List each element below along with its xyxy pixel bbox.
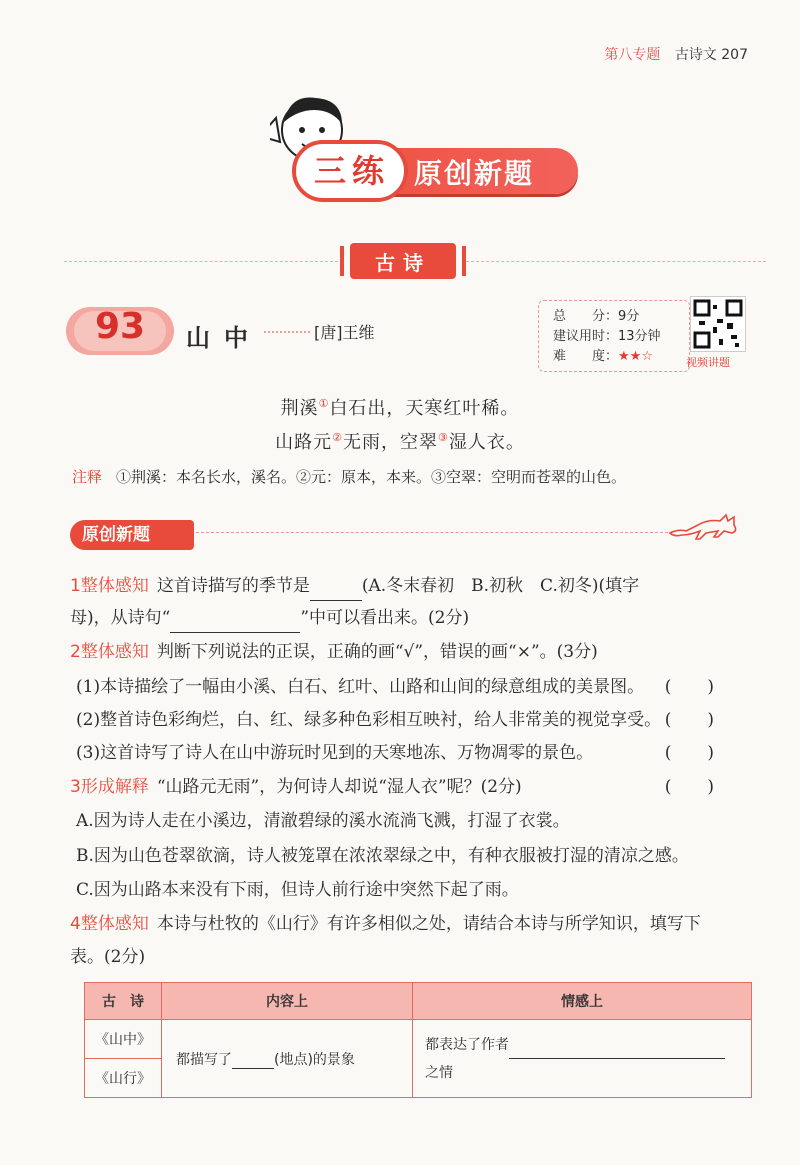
qr-code-icon[interactable] (690, 296, 746, 352)
judge-text: (3)这首诗写了诗人在山中游玩时见到的天寒地冻、万物凋零的景色。 (76, 743, 594, 763)
poem-line-1 (0, 394, 800, 420)
total-score: 总 分：9分 (553, 309, 640, 324)
category-tab (340, 243, 466, 279)
question-text: ”中可以看出来。(2分) (300, 608, 470, 628)
table-header: 古 诗 (85, 983, 162, 1020)
poem-line-2 (0, 428, 800, 454)
question-number: 2 (70, 642, 81, 662)
answer-blank[interactable] (509, 1038, 725, 1059)
judge-text: (1)本诗描绘了一幅由小溪、白石、红叶、山路和山间的绿意组成的美景图。 (76, 677, 645, 697)
annotations-label: 注释 (72, 468, 103, 486)
suggested-time: 建议用时：13分钟 (553, 329, 661, 344)
question-4-cont: 表。(2分) (70, 947, 146, 967)
section-label: 第八专题 (604, 47, 661, 63)
question-text: 判断下列说法的正误，正确的画“√”，错误的画“×”。(3分) (156, 642, 598, 662)
section-heading: 原创新题 (70, 520, 194, 550)
cell-text: 之情 (425, 1064, 453, 1081)
difficulty-label: 难 度： (553, 349, 619, 364)
divider (264, 331, 310, 333)
poem-title: 山中 (186, 324, 262, 352)
answer-blank[interactable] (170, 612, 300, 633)
table-cell: 《山中》 (85, 1020, 162, 1059)
question-number: 3 (70, 777, 81, 797)
poem-text: 山路元 (275, 432, 333, 453)
judge-item-1 (76, 672, 750, 702)
subject-label: 古诗文 (674, 47, 717, 63)
category-tab-label: 古诗 (375, 251, 431, 275)
poem-text: 无雨，空翠 (343, 432, 438, 453)
option-a: A.因为诗人走在小溪边，清澈碧绿的溪水流淌飞溅，打湿了衣裳。 (76, 811, 570, 831)
footnote-mark: ① (318, 397, 330, 410)
divider (64, 261, 338, 262)
question-1-cont (70, 603, 760, 633)
page-header (604, 44, 748, 64)
page-number: 207 (721, 47, 748, 63)
cat-icon (668, 507, 744, 541)
option-c: C.因为山路本来没有下雨，但诗人前行途中突然下起了雨。 (76, 880, 519, 900)
question-4 (70, 909, 760, 939)
emotion-cell (413, 1020, 752, 1098)
footnote-mark: ② (332, 431, 343, 444)
annotations-text: ①荆溪：本名长水，溪名。②元：原本，本来。③空翠：空明而苍翠的山色。 (116, 468, 627, 486)
banner-prefix: 三练 (313, 152, 390, 190)
question-type: 整体感知 (80, 576, 149, 596)
poem-author: [唐]王维 (314, 323, 375, 342)
poem-number: 93 (94, 306, 146, 347)
question-type: 整体感知 (80, 642, 149, 662)
answer-blank[interactable] (232, 1048, 274, 1069)
answer-paren[interactable]: () (664, 777, 750, 797)
table-cell: 《山行》 (85, 1059, 162, 1098)
answer-paren[interactable]: () (664, 743, 750, 763)
cell-text: 都描写了 (176, 1052, 232, 1068)
poem-text: 湿人衣。 (448, 432, 525, 453)
content-cell (162, 1020, 413, 1098)
question-number: 4 (70, 914, 81, 934)
divider (466, 261, 766, 262)
judge-item-3 (76, 738, 750, 768)
question-text: (A.冬末春初 B.初秋 C.初冬)(填字 (361, 576, 640, 596)
qr-label: 视频讲题 (686, 356, 730, 369)
divider (196, 532, 668, 533)
poem-text: 荆溪 (280, 398, 319, 419)
footnote-mark: ③ (438, 431, 449, 444)
question-1 (70, 571, 760, 601)
info-box (538, 300, 690, 372)
option-b: B.因为山色苍翠欲滴，诗人被笼罩在浓浓翠绿之中，有种衣服被打湿的清凉之感。 (76, 846, 689, 866)
annotations (72, 466, 626, 487)
difficulty (553, 345, 653, 364)
answer-paren[interactable]: () (664, 710, 750, 730)
table-header: 情感上 (413, 983, 752, 1020)
answer-paren[interactable]: () (664, 677, 750, 697)
question-type: 形成解释 (80, 777, 149, 797)
poem-text: 白石出，天寒红叶稀。 (329, 398, 520, 419)
question-text: 本诗与杜牧的《山行》有许多相似之处，请结合本诗与所学知识，填写下 (156, 914, 701, 934)
answer-blank[interactable] (310, 580, 362, 601)
answer-table (84, 982, 752, 1098)
question-number: 1 (70, 576, 81, 596)
star-rating-icon: ★★☆ (618, 349, 653, 364)
judge-text: (2)整首诗色彩绚烂，白、红、绿多种色彩相互映衬，给人非常美的视觉享受。 (76, 710, 662, 730)
table-header: 内容上 (162, 983, 413, 1020)
judge-item-2 (76, 705, 750, 735)
question-2 (70, 637, 760, 667)
cell-text: 都表达了作者 (425, 1036, 509, 1053)
question-3 (70, 772, 750, 802)
banner-title: 原创新题 (414, 157, 535, 190)
question-text: 这首诗描写的季节是 (156, 576, 310, 596)
cell-text: (地点)的景象 (274, 1052, 355, 1068)
question-text: 母)，从诗句“ (70, 608, 171, 628)
question-text: “山路元无雨”，为何诗人却说“湿人衣”呢？(2分) (156, 777, 522, 797)
question-type: 整体感知 (80, 914, 149, 934)
